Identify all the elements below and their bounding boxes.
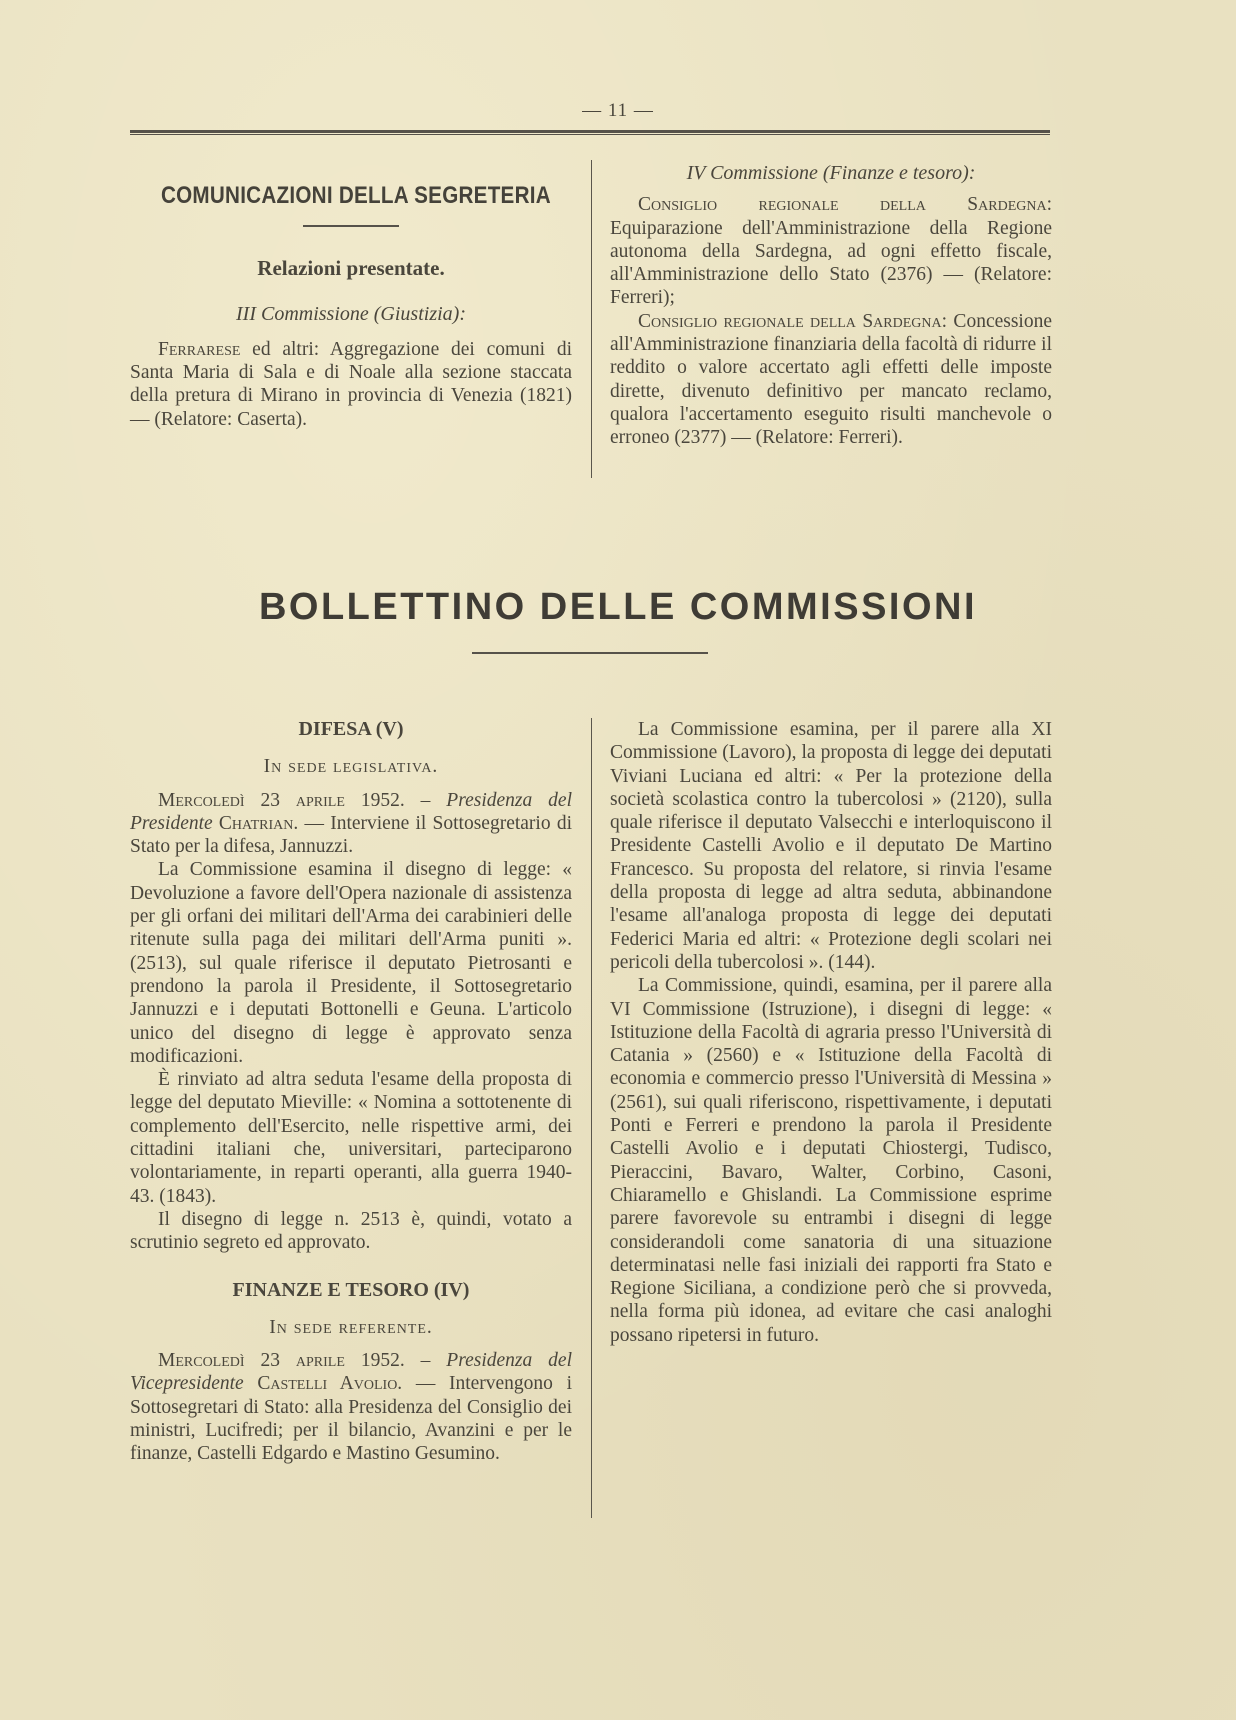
relazione-entry <box>610 193 1052 309</box>
page-number: — 11 — <box>582 100 654 121</box>
column-divider-bottom <box>591 718 592 1518</box>
commission-topic: (Finanze e tesoro): <box>822 162 976 184</box>
bollettino-left-column <box>130 718 572 1466</box>
comunicazioni-left-column <box>130 184 572 431</box>
section-title-comunicazioni: COMUNICAZIONI DELLA SEGRETERIA <box>160 182 551 209</box>
commission-roman: III Commissione <box>236 302 369 325</box>
entry-author: Consiglio regionale della Sardegna <box>638 310 942 332</box>
subtitle-relazioni: Relazioni presentate. <box>257 256 445 281</box>
title-rule <box>303 225 399 227</box>
session-date: Mercoledì 23 aprile 1952. <box>158 789 405 811</box>
session-attendees: — Interviene il Sottosegretario di Stato per la difesa, Jannuzzi. <box>130 812 572 858</box>
commission-topic: (Giustizia): <box>373 302 466 325</box>
section-title-bollettino: BOLLETTINO DELLE COMMISSIONI <box>258 586 978 628</box>
bollettino-right-column <box>610 718 1052 1347</box>
bollettino-rule <box>472 652 708 654</box>
paragraph: È rinviato ad altra seduta l'esame della proposta di legge del deputato Mieville: « Nomina a sottotenente di complemento dell'Esercito, nelle rispettive armi, dei cittadini italiani che, universitari, parteciparono volontariamente, in reparti operanti, alla guerra 1940-43. (1843). <box>130 1069 572 1207</box>
sede-label: In sede referente. <box>269 1316 433 1338</box>
commission-roman: IV Commissione <box>686 162 818 184</box>
sede-label: In sede legislativa. <box>263 756 439 778</box>
paragraph: Il disegno di legge n. 2513 è, quindi, votato a scrutinio segreto ed approvato. <box>130 1208 572 1254</box>
paragraph: La Commissione, quindi, esamina, per il parere alla VI Commissione (Istruzione), i disegni di legge: « Istituzione della Facoltà di agraria presso l'Università di Catania » (2560) e « Istituzione della Facoltà di economia e commercio presso l'Università di Messina » (2561), sui quali riferiscono, rispettivamente, i deputati Ponti e Ferreri e prendono la parola il Presidente Castelli Avolio e i deputati Chiostergi, Tudisco, Pieraccini, Bavaro, Walter, Corbino, Casoni, Chiaramello e Ghislandi. La Commissione esprime parere favorevole su entrambi i disegni di legge considerandoli come sanatoria di una situazione determinatasi nelle fasi iniziali dei rapporti fra Stato e Regione Siciliana, a condizione però che si provveda, nella forma più idonea, ad evitare che casi analoghi possano ripetersi in futuro. <box>610 975 1052 1346</box>
entry-text: : Equiparazione dell'Amministrazione della Regione autonoma della Sardegna, ad ogni effetto fiscale, all'Amministrazione dello Stato (2376) — (Relatore: Ferreri); <box>610 194 1052 309</box>
relazione-entry <box>130 338 572 431</box>
paragraph: La Commissione esamina, per il parere alla XI Commissione (Lavoro), la proposta di legge dei deputati Viviani Luciana ed altri: « Per la protezione della società scolastica contro la tubercolosi » (2120), sulla quale riferisce il deputato Valsecchi e interloquiscono il Presidente Castelli Avolio e il deputato De Martino Francesco. Su proposta del relatore, si rinvia l'esame della proposta di legge ad altra seduta, abbinandone l'esame all'analoga proposta di legge dei deputati Federici Maria ed altri: « Protezione degli scolari nei pericoli della tubercolosi ». (144). <box>610 719 1052 973</box>
column-divider-top <box>591 160 592 478</box>
committee-heading-finanze: FINANZE E TESORO (IV) <box>232 1278 470 1301</box>
comunicazioni-right-column <box>610 162 1052 450</box>
session-intro <box>130 789 572 859</box>
session-presidency: – Presidenza del Vicepresidente <box>130 1350 572 1395</box>
session-intro <box>130 1349 572 1465</box>
entry-author: Ferrarese <box>158 338 241 360</box>
entry-author: Consiglio regionale della Sardegna <box>638 194 1047 216</box>
commission-heading <box>130 303 572 326</box>
paragraph: La Commissione esamina il disegno di legge: « Devoluzione a favore dell'Opera nazionale di assistenza per gli orfani dei militari dell'Arma dei carabinieri delle ritenute sulla paga dei militari dell'Arma puniti ». (2513), sul quale riferisce il deputato Pietrosanti e prendono la parola il Presidente, il Sottosegretario Jannuzzi e i deputati Bottonelli e Geuna. L'articolo unico del disegno di legge è approvato senza modificazioni. <box>130 859 572 1067</box>
commission-heading <box>610 162 1052 185</box>
relazione-entry <box>610 310 1052 450</box>
session-president: Chatrian. <box>218 812 299 834</box>
session-president: Castelli Avolio. <box>257 1373 403 1395</box>
session-attendees: — Intervengono i Sottosegretari di Stato: alla Presidenza del Consiglio dei ministri, Lucifredi; per il bilancio, Avanzini e per le finanze, Castelli Edgardo e Mastino Gesumino. <box>130 1373 572 1465</box>
header-double-rule <box>130 130 1050 135</box>
committee-heading-difesa: DIFESA (V) <box>298 718 404 740</box>
entry-text: ed altri: Aggregazione dei comuni di Santa Maria di Sala e di Noale alla sezione staccata della pretura di Mirano in provincia di Venezia (1821) — (Relatore: Caserta). <box>130 338 572 430</box>
entry-text: : Concessione all'Amministrazione finanziaria della facoltà di ridurre il reddito o valore accertato agli effetti delle imposte dirette, divenuto definitivo per mancato reclamo, qualora l'accertamento eseguito risulti manchevole o erroneo (2377) — (Relatore: Ferreri). <box>610 310 1053 449</box>
session-presidency: – Presidenza del Presidente <box>130 789 572 834</box>
session-date: Mercoledì 23 aprile 1952. <box>158 1350 405 1372</box>
